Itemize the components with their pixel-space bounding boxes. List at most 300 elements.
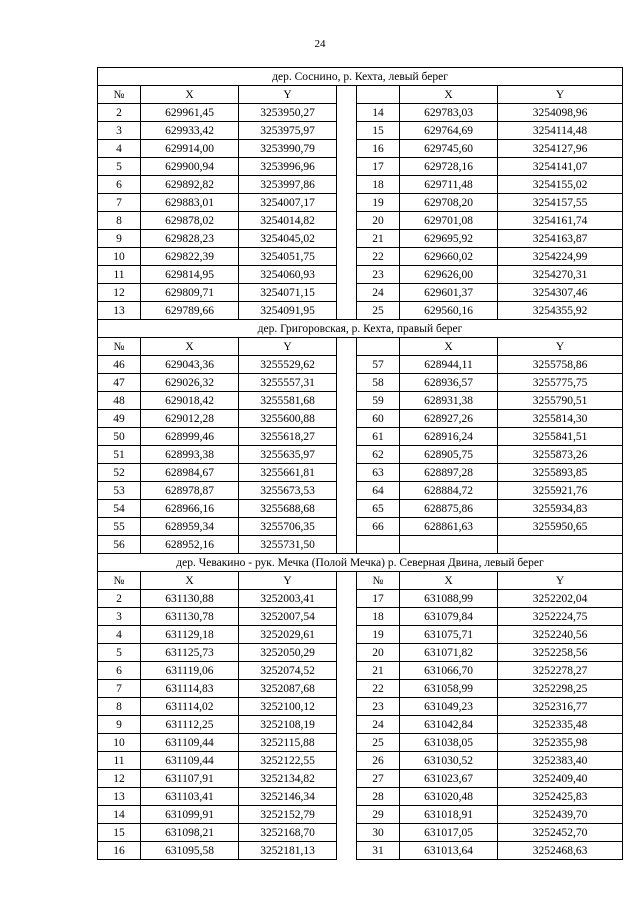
table-row [98, 842, 623, 860]
header-x: X [141, 338, 239, 356]
x-coordinate: 628999,46 [141, 428, 239, 446]
column-gap [337, 572, 357, 590]
column-gap [337, 212, 357, 230]
y-coordinate [498, 536, 623, 554]
y-coordinate: 3252074,52 [239, 662, 337, 680]
x-coordinate: 631049,23 [400, 698, 498, 716]
y-coordinate: 3254014,82 [239, 212, 337, 230]
x-coordinate: 631119,06 [141, 662, 239, 680]
column-gap [337, 158, 357, 176]
point-number: 58 [357, 374, 400, 392]
column-gap [337, 518, 357, 536]
x-coordinate: 629878,02 [141, 212, 239, 230]
point-number: 66 [357, 518, 400, 536]
table-row [98, 194, 623, 212]
table-row [98, 644, 623, 662]
point-number: 11 [98, 752, 141, 770]
x-coordinate: 631023,67 [400, 770, 498, 788]
x-coordinate: 631130,78 [141, 608, 239, 626]
x-coordinate: 628861,63 [400, 518, 498, 536]
y-coordinate: 3252202,04 [498, 590, 623, 608]
point-number: 8 [98, 212, 141, 230]
column-gap [337, 680, 357, 698]
column-gap [337, 248, 357, 266]
x-coordinate: 629828,23 [141, 230, 239, 248]
y-coordinate: 3254114,48 [498, 122, 623, 140]
point-number: 64 [357, 482, 400, 500]
y-coordinate: 3254045,02 [239, 230, 337, 248]
x-coordinate: 629701,08 [400, 212, 498, 230]
point-number: 13 [98, 302, 141, 320]
x-coordinate: 631030,52 [400, 752, 498, 770]
point-number: 8 [98, 698, 141, 716]
header-x: X [400, 338, 498, 356]
column-gap [337, 410, 357, 428]
table-row [98, 608, 623, 626]
y-coordinate: 3252383,40 [498, 752, 623, 770]
y-coordinate: 3255790,51 [498, 392, 623, 410]
point-number: 27 [357, 770, 400, 788]
point-number: 30 [357, 824, 400, 842]
header-num [357, 86, 400, 104]
x-coordinate: 628952,16 [141, 536, 239, 554]
column-gap [337, 284, 357, 302]
table-row [98, 356, 623, 374]
x-coordinate: 629892,82 [141, 176, 239, 194]
x-coordinate: 631038,05 [400, 734, 498, 752]
y-coordinate: 3252224,75 [498, 608, 623, 626]
x-coordinate: 629660,02 [400, 248, 498, 266]
column-gap [337, 500, 357, 518]
y-coordinate: 3255731,50 [239, 536, 337, 554]
header-num: № [98, 338, 141, 356]
table-row [98, 734, 623, 752]
x-coordinate: 629018,42 [141, 392, 239, 410]
x-coordinate: 629789,66 [141, 302, 239, 320]
y-coordinate: 3252278,27 [498, 662, 623, 680]
y-coordinate: 3253996,96 [239, 158, 337, 176]
x-coordinate: 631098,21 [141, 824, 239, 842]
header-num: № [98, 572, 141, 590]
table-row [98, 104, 623, 122]
x-coordinate: 628927,26 [400, 410, 498, 428]
column-gap [337, 608, 357, 626]
point-number: 9 [98, 230, 141, 248]
point-number: 60 [357, 410, 400, 428]
y-coordinate: 3255673,53 [239, 482, 337, 500]
x-coordinate: 629900,94 [141, 158, 239, 176]
y-coordinate: 3253950,27 [239, 104, 337, 122]
y-coordinate: 3252335,48 [498, 716, 623, 734]
point-number: 28 [357, 788, 400, 806]
column-gap [337, 446, 357, 464]
x-coordinate: 631130,88 [141, 590, 239, 608]
y-coordinate: 3254098,96 [498, 104, 623, 122]
point-number: 19 [357, 626, 400, 644]
point-number: 17 [357, 590, 400, 608]
column-gap [337, 644, 357, 662]
y-coordinate: 3254355,92 [498, 302, 623, 320]
y-coordinate: 3255661,81 [239, 464, 337, 482]
column-gap [337, 824, 357, 842]
point-number: 18 [357, 608, 400, 626]
y-coordinate: 3252298,25 [498, 680, 623, 698]
table-row [98, 626, 623, 644]
point-number: 21 [357, 662, 400, 680]
table-row [98, 752, 623, 770]
point-number: 29 [357, 806, 400, 824]
section-title: дер. Соснино, р. Кехта, левый берег [98, 68, 623, 86]
x-coordinate: 629822,39 [141, 248, 239, 266]
x-coordinate: 629814,95 [141, 266, 239, 284]
point-number: 12 [98, 284, 141, 302]
y-coordinate: 3255758,86 [498, 356, 623, 374]
point-number: 53 [98, 482, 141, 500]
table-row [98, 284, 623, 302]
point-number: 59 [357, 392, 400, 410]
point-number: 62 [357, 446, 400, 464]
point-number: 16 [357, 140, 400, 158]
point-number: 22 [357, 680, 400, 698]
x-coordinate: 631125,73 [141, 644, 239, 662]
table-row [98, 698, 623, 716]
y-coordinate: 3252316,77 [498, 698, 623, 716]
y-coordinate: 3255934,83 [498, 500, 623, 518]
point-number: 18 [357, 176, 400, 194]
header-y: Y [239, 86, 337, 104]
y-coordinate: 3252134,82 [239, 770, 337, 788]
x-coordinate: 628884,72 [400, 482, 498, 500]
point-number: 7 [98, 194, 141, 212]
x-coordinate: 631103,41 [141, 788, 239, 806]
x-coordinate: 629560,16 [400, 302, 498, 320]
y-coordinate: 3252029,61 [239, 626, 337, 644]
column-gap [337, 464, 357, 482]
y-coordinate: 3252181,13 [239, 842, 337, 860]
point-number: 19 [357, 194, 400, 212]
y-coordinate: 3252409,40 [498, 770, 623, 788]
y-coordinate: 3255688,68 [239, 500, 337, 518]
column-gap [337, 590, 357, 608]
point-number: 14 [357, 104, 400, 122]
y-coordinate: 3253990,79 [239, 140, 337, 158]
point-number: 48 [98, 392, 141, 410]
section-title: дер. Григоровская, р. Кехта, правый берег [98, 320, 623, 338]
table-row [98, 158, 623, 176]
y-coordinate: 3255775,75 [498, 374, 623, 392]
y-coordinate: 3254141,07 [498, 158, 623, 176]
y-coordinate: 3255581,68 [239, 392, 337, 410]
point-number [357, 536, 400, 554]
section-title: дер. Чевакино - рук. Мечка (Полой Мечка) р. Северная Двина, левый берег [98, 554, 623, 572]
y-coordinate: 3255921,76 [498, 482, 623, 500]
table-row [98, 662, 623, 680]
x-coordinate: 629708,20 [400, 194, 498, 212]
column-gap [337, 104, 357, 122]
point-number: 16 [98, 842, 141, 860]
x-coordinate: 628905,75 [400, 446, 498, 464]
x-coordinate: 628984,67 [141, 464, 239, 482]
x-coordinate: 628897,28 [400, 464, 498, 482]
column-gap [337, 176, 357, 194]
page-number: 24 [314, 38, 326, 50]
x-coordinate: 629601,37 [400, 284, 498, 302]
header-y: Y [498, 338, 623, 356]
header-y: Y [239, 338, 337, 356]
x-coordinate: 631099,91 [141, 806, 239, 824]
column-gap [337, 122, 357, 140]
point-number: 2 [98, 590, 141, 608]
table-row [98, 122, 623, 140]
y-coordinate: 3253997,86 [239, 176, 337, 194]
section-title-row [98, 68, 623, 86]
y-coordinate: 3254157,55 [498, 194, 623, 212]
x-coordinate: 629695,92 [400, 230, 498, 248]
point-number: 46 [98, 356, 141, 374]
y-coordinate: 3252468,63 [498, 842, 623, 860]
point-number: 10 [98, 248, 141, 266]
table-row [98, 140, 623, 158]
point-number: 65 [357, 500, 400, 518]
point-number: 17 [357, 158, 400, 176]
x-coordinate [400, 536, 498, 554]
column-gap [337, 806, 357, 824]
column-gap [337, 626, 357, 644]
section-title-row [98, 320, 623, 338]
x-coordinate: 629711,48 [400, 176, 498, 194]
point-number: 5 [98, 158, 141, 176]
x-coordinate: 628959,34 [141, 518, 239, 536]
table-row [98, 788, 623, 806]
y-coordinate: 3252115,88 [239, 734, 337, 752]
x-coordinate: 631079,84 [400, 608, 498, 626]
x-coordinate: 631071,82 [400, 644, 498, 662]
x-coordinate: 629728,16 [400, 158, 498, 176]
x-coordinate: 631075,71 [400, 626, 498, 644]
column-gap [337, 716, 357, 734]
column-gap [337, 536, 357, 554]
y-coordinate: 3254224,99 [498, 248, 623, 266]
y-coordinate: 3252087,68 [239, 680, 337, 698]
point-number: 11 [98, 266, 141, 284]
x-coordinate: 628875,86 [400, 500, 498, 518]
y-coordinate: 3255635,97 [239, 446, 337, 464]
point-number: 6 [98, 176, 141, 194]
point-number: 9 [98, 716, 141, 734]
y-coordinate: 3255873,26 [498, 446, 623, 464]
column-gap [337, 356, 357, 374]
table-row [98, 266, 623, 284]
table-row [98, 500, 623, 518]
x-coordinate: 629783,03 [400, 104, 498, 122]
table-row [98, 464, 623, 482]
x-coordinate: 629809,71 [141, 284, 239, 302]
y-coordinate: 3254007,17 [239, 194, 337, 212]
x-coordinate: 631129,18 [141, 626, 239, 644]
x-coordinate: 628936,57 [400, 374, 498, 392]
column-gap [337, 482, 357, 500]
point-number: 5 [98, 644, 141, 662]
column-header-row [98, 86, 623, 104]
y-coordinate: 3252168,70 [239, 824, 337, 842]
column-gap [337, 374, 357, 392]
y-coordinate: 3252122,55 [239, 752, 337, 770]
column-gap [337, 140, 357, 158]
x-coordinate: 629961,45 [141, 104, 239, 122]
column-gap [337, 302, 357, 320]
y-coordinate: 3254060,93 [239, 266, 337, 284]
point-number: 24 [357, 716, 400, 734]
point-number: 13 [98, 788, 141, 806]
x-coordinate: 629043,36 [141, 356, 239, 374]
y-coordinate: 3255529,62 [239, 356, 337, 374]
y-coordinate: 3254091,95 [239, 302, 337, 320]
table-row [98, 428, 623, 446]
point-number: 21 [357, 230, 400, 248]
column-gap [337, 752, 357, 770]
point-number: 50 [98, 428, 141, 446]
x-coordinate: 631066,70 [400, 662, 498, 680]
header-x: X [141, 86, 239, 104]
y-coordinate: 3255600,88 [239, 410, 337, 428]
point-number: 56 [98, 536, 141, 554]
x-coordinate: 631020,48 [400, 788, 498, 806]
x-coordinate: 629626,00 [400, 266, 498, 284]
x-coordinate: 631107,91 [141, 770, 239, 788]
x-coordinate: 631109,44 [141, 734, 239, 752]
y-coordinate: 3254051,75 [239, 248, 337, 266]
table-row [98, 482, 623, 500]
section-title-row [98, 554, 623, 572]
y-coordinate: 3255841,51 [498, 428, 623, 446]
header-num: № [357, 572, 400, 590]
y-coordinate: 3255618,27 [239, 428, 337, 446]
x-coordinate: 628944,11 [400, 356, 498, 374]
column-gap [337, 734, 357, 752]
point-number: 55 [98, 518, 141, 536]
table-row [98, 248, 623, 266]
y-coordinate: 3254155,02 [498, 176, 623, 194]
table-row [98, 518, 623, 536]
x-coordinate: 631114,02 [141, 698, 239, 716]
point-number: 14 [98, 806, 141, 824]
y-coordinate: 3252146,34 [239, 788, 337, 806]
header-x: X [400, 86, 498, 104]
x-coordinate: 629883,01 [141, 194, 239, 212]
y-coordinate: 3252100,12 [239, 698, 337, 716]
y-coordinate: 3252258,56 [498, 644, 623, 662]
y-coordinate: 3255814,30 [498, 410, 623, 428]
x-coordinate: 629914,00 [141, 140, 239, 158]
point-number: 4 [98, 140, 141, 158]
column-header-row [98, 338, 623, 356]
y-coordinate: 3255706,35 [239, 518, 337, 536]
column-gap [337, 662, 357, 680]
y-coordinate: 3254270,31 [498, 266, 623, 284]
table-row [98, 824, 623, 842]
y-coordinate: 3255557,31 [239, 374, 337, 392]
y-coordinate: 3252355,98 [498, 734, 623, 752]
column-header-row [98, 572, 623, 590]
point-number: 61 [357, 428, 400, 446]
column-gap [337, 266, 357, 284]
point-number: 3 [98, 122, 141, 140]
y-coordinate: 3254161,74 [498, 212, 623, 230]
y-coordinate: 3254307,46 [498, 284, 623, 302]
table-row [98, 770, 623, 788]
column-gap [337, 698, 357, 716]
x-coordinate: 629745,60 [400, 140, 498, 158]
x-coordinate: 631114,83 [141, 680, 239, 698]
y-coordinate: 3252439,70 [498, 806, 623, 824]
x-coordinate: 631018,91 [400, 806, 498, 824]
point-number: 54 [98, 500, 141, 518]
x-coordinate: 628916,24 [400, 428, 498, 446]
point-number: 20 [357, 212, 400, 230]
x-coordinate: 631013,64 [400, 842, 498, 860]
point-number: 10 [98, 734, 141, 752]
header-y: Y [498, 572, 623, 590]
x-coordinate: 631095,58 [141, 842, 239, 860]
column-gap [337, 770, 357, 788]
x-coordinate: 631017,05 [400, 824, 498, 842]
point-number: 31 [357, 842, 400, 860]
point-number: 2 [98, 104, 141, 122]
point-number: 3 [98, 608, 141, 626]
x-coordinate: 631088,99 [400, 590, 498, 608]
header-y: Y [498, 86, 623, 104]
point-number: 25 [357, 734, 400, 752]
y-coordinate: 3252425,83 [498, 788, 623, 806]
point-number: 20 [357, 644, 400, 662]
table-row [98, 446, 623, 464]
point-number: 63 [357, 464, 400, 482]
header-num: № [98, 86, 141, 104]
column-gap [337, 842, 357, 860]
column-gap [337, 788, 357, 806]
x-coordinate: 629026,32 [141, 374, 239, 392]
table-row [98, 212, 623, 230]
y-coordinate: 3252240,56 [498, 626, 623, 644]
table-row [98, 590, 623, 608]
table-row [98, 392, 623, 410]
table-row [98, 680, 623, 698]
table-row [98, 716, 623, 734]
x-coordinate: 631042,84 [400, 716, 498, 734]
point-number: 4 [98, 626, 141, 644]
y-coordinate: 3255950,65 [498, 518, 623, 536]
x-coordinate: 631058,99 [400, 680, 498, 698]
x-coordinate: 628993,38 [141, 446, 239, 464]
point-number: 47 [98, 374, 141, 392]
column-gap [337, 194, 357, 212]
table-row [98, 410, 623, 428]
point-number: 57 [357, 356, 400, 374]
point-number: 15 [98, 824, 141, 842]
x-coordinate: 628978,87 [141, 482, 239, 500]
point-number: 7 [98, 680, 141, 698]
coordinates-table [97, 67, 623, 860]
column-gap [337, 428, 357, 446]
x-coordinate: 628966,16 [141, 500, 239, 518]
point-number: 52 [98, 464, 141, 482]
point-number: 12 [98, 770, 141, 788]
y-coordinate: 3252452,70 [498, 824, 623, 842]
y-coordinate: 3254071,15 [239, 284, 337, 302]
header-x: X [141, 572, 239, 590]
header-x: X [400, 572, 498, 590]
header-num [357, 338, 400, 356]
